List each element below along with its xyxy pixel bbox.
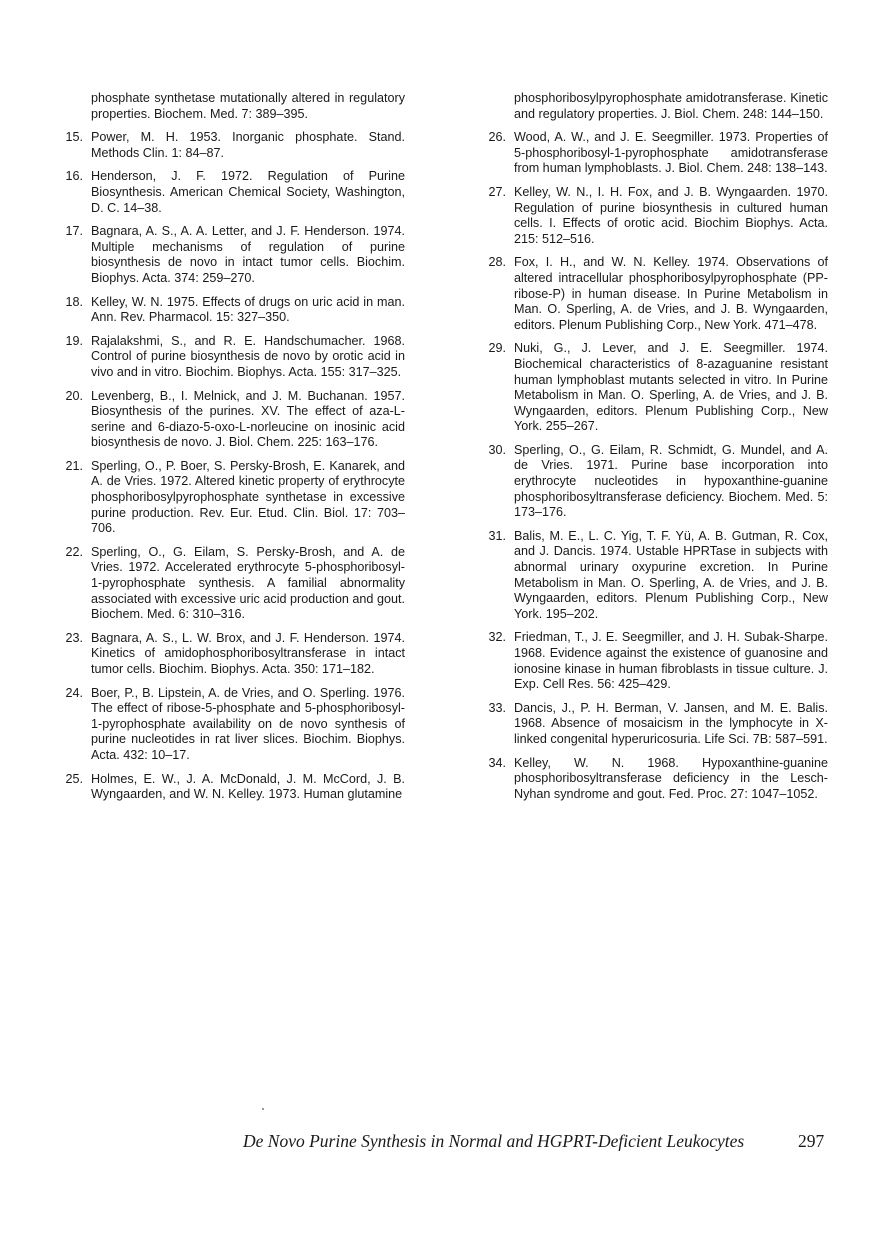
reference-text: Holmes, E. W., J. A. McDonald, J. M. McCord, J. B. Wyngaarden, and W. N. Kelley. 1973. Human glutamine xyxy=(91,771,405,802)
reference-text: Henderson, J. F. 1972. Regulation of Purine Biosynthesis. American Chemical Society, Washington, D. C. 14–38. xyxy=(91,169,405,215)
reference-number: 28. xyxy=(488,255,506,270)
reference-item xyxy=(478,130,828,177)
reference-item xyxy=(55,545,405,623)
reference-number: 32. xyxy=(488,630,506,645)
reference-number: 31. xyxy=(488,528,506,543)
reference-item xyxy=(55,459,405,537)
reference-number: 24. xyxy=(65,685,83,700)
reference-item xyxy=(55,389,405,451)
reference-item xyxy=(478,701,828,748)
reference-text: phosphate synthetase mutationally altered in regulatory properties. Biochem. Med. 7: 389–395. xyxy=(91,91,405,121)
reference-text: Balis, M. E., L. C. Yig, T. F. Yü, A. B. Gutman, R. Cox, and J. Dancis. 1974. Ustable HPRTase in subjects with abnormal urinary oxypurine excretion. In Purine Metabolism in Man. O. Sperling, A. de Vries, and J. B. Wyngaarden, editors. Plenum Publishing Corp., New York. 195–202. xyxy=(514,528,828,621)
reference-number: 23. xyxy=(65,630,83,645)
reference-item xyxy=(55,224,405,286)
running-title: De Novo Purine Synthesis in Normal and HGPRT-Deficient Leukocytes xyxy=(243,1131,745,1151)
reference-text: Sperling, O., P. Boer, S. Persky-Brosh, E. Kanarek, and A. de Vries. 1972. Altered kinetic property of erythrocyte phosphoribosylpyrophosphate synthetase in excessive purine production. Rev. Eur. Etud. Clin. Biol. 17: 703–706. xyxy=(91,458,405,536)
reference-text: Power, M. H. 1953. Inorganic phosphate. Stand. Methods Clin. 1: 84–87. xyxy=(91,130,405,160)
page-number: 297 xyxy=(798,1131,825,1151)
reference-item xyxy=(478,255,828,333)
reference-number: 17. xyxy=(65,224,83,239)
reference-item xyxy=(478,341,828,435)
reference-text: Kelley, W. N., I. H. Fox, and J. B. Wyngaarden. 1970. Regulation of purine biosynthesis in cultured human cells. I. Effects of orotic acid. Biochim Biophys. Acta. 215: 512–516. xyxy=(514,184,828,246)
reference-number: 19. xyxy=(65,333,83,348)
reference-item xyxy=(478,185,828,247)
reference-item xyxy=(478,91,828,122)
reference-text: Sperling, O., G. Eilam, S. Persky-Brosh, and A. de Vries. 1972. Accelerated erythrocyte 5-phosphoribosyl-1-pyrophosphate synthesis. A familial abnormality associated with excessive uric acid production and gout. Biochem. Med. 6: 310–316. xyxy=(91,544,405,622)
reference-number: 16. xyxy=(65,169,83,184)
reference-number: 20. xyxy=(65,388,83,403)
reference-text: Sperling, O., G. Eilam, R. Schmidt, G. Mundel, and A. de Vries. 1971. Purine base incorporation into erythrocyte nucleotides in hypoxanthine-guanine phosphoribosyltransferase deficiency. Biochem. Med. 5: 173–176. xyxy=(514,442,828,520)
reference-item xyxy=(55,295,405,326)
reference-text: Boer, P., B. Lipstein, A. de Vries, and O. Sperling. 1976. The effect of ribose-5-phosphate and 5-phosphoribosyl-1-pyrophosphate availability on de novo synthesis of purine nucleotides in rat liver slices. Biochim. Biophys. Acta. 432: 10–17. xyxy=(91,685,405,762)
reference-text: Dancis, J., P. H. Berman, V. Jansen, and M. E. Balis. 1968. Absence of mosaicism in the lymphocyte in X-linked congenital hyperuricosuria. Life Sci. 7B: 587–591. xyxy=(514,700,828,746)
reference-number: 30. xyxy=(488,442,506,457)
reference-text: Friedman, T., J. E. Seegmiller, and J. H. Subak-Sharpe. 1968. Evidence against the existence of guanosine and ionosine kinase in human fibroblasts in tissue culture. J. Exp. Cell Res. 56: 425–429. xyxy=(514,630,828,692)
stray-mark xyxy=(262,1108,264,1110)
reference-item xyxy=(478,443,828,521)
reference-text: Nuki, G., J. Lever, and J. E. Seegmiller. 1974. Biochemical characteristics of 8-azaguanine resistant human lymphoblast mutants selected in vitro. In Purine Metabolism in Man. O. Sperling, A. de Vries, and J. B. Wyngaarden, editors. Plenum Publishing Corp., New York. 255–267. xyxy=(514,341,828,434)
reference-item xyxy=(55,130,405,161)
reference-item xyxy=(55,772,405,803)
reference-number: 34. xyxy=(488,755,506,770)
reference-number: 27. xyxy=(488,184,506,199)
reference-item xyxy=(55,169,405,216)
reference-number: 26. xyxy=(488,130,506,145)
reference-text: phosphoribosylpyrophosphate amidotransferase. Kinetic and regulatory properties. J. Biol. Chem. 248: 144–150. xyxy=(514,91,828,121)
reference-text: Kelley, W. N. 1968. Hypoxanthine-guanine phosphoribosyltransferase deficiency in the Lesch-Nyhan syndrome and gout. Fed. Proc. 27: 1047–1052. xyxy=(514,755,828,801)
reference-item xyxy=(55,631,405,678)
reference-item xyxy=(55,91,405,122)
reference-text: Wood, A. W., and J. E. Seegmiller. 1973. Properties of 5-phosphoribosyl-1-pyrophosphate amidotransferase from human lymphoblasts. J. Biol. Chem. 248: 138–143. xyxy=(514,130,828,176)
reference-number: 21. xyxy=(65,458,83,473)
reference-item xyxy=(478,529,828,623)
reference-item xyxy=(55,334,405,381)
reference-list-right xyxy=(478,91,828,810)
reference-text: Bagnara, A. S., A. A. Letter, and J. F. Henderson. 1974. Multiple mechanisms of regulation of purine biosynthesis de novo in intact tumor cells. Biochim. Biophys. Acta. 374: 259–270. xyxy=(91,224,405,285)
reference-text: Kelley, W. N. 1975. Effects of drugs on uric acid in man. Ann. Rev. Pharmacol. 15: 327–350. xyxy=(91,294,405,325)
reference-item xyxy=(478,630,828,692)
reference-number: 25. xyxy=(65,771,83,786)
reference-number: 33. xyxy=(488,700,506,715)
reference-number: 29. xyxy=(488,341,506,356)
reference-item xyxy=(55,686,405,764)
reference-text: Levenberg, B., I. Melnick, and J. M. Buchanan. 1957. Biosynthesis of the purines. XV. The effect of aza-L-serine and 6-diazo-5-oxo-L-norleucine on inosinic acid biosynthesis de novo. J. Biol. Chem. 225: 163–176. xyxy=(91,388,405,450)
reference-number: 18. xyxy=(65,294,83,309)
reference-number: 22. xyxy=(65,544,83,559)
reference-item xyxy=(478,756,828,803)
reference-text: Bagnara, A. S., L. W. Brox, and J. F. Henderson. 1974. Kinetics of amidophosphoribosyltransferase in intact tumor cells. Biochim. Biophys. Acta. 350: 171–182. xyxy=(91,630,405,676)
reference-list-left xyxy=(55,91,405,811)
reference-text: Fox, I. H., and W. N. Kelley. 1974. Observations of altered intracellular phosphoribosylpyrophosphate (PP-ribose-P) in human disease. In Purine Metabolism in Man. O. Sperling, A. de Vries, and J. B. Wyngaarden, editors. Plenum Publishing Corp., New York. 471–478. xyxy=(514,255,828,332)
reference-number: 15. xyxy=(65,130,83,145)
reference-text: Rajalakshmi, S., and R. E. Handschumacher. 1968. Control of purine biosynthesis de novo by orotic acid in vivo and in vitro. Biochim. Biophys. Acta. 155: 317–325. xyxy=(91,333,405,379)
